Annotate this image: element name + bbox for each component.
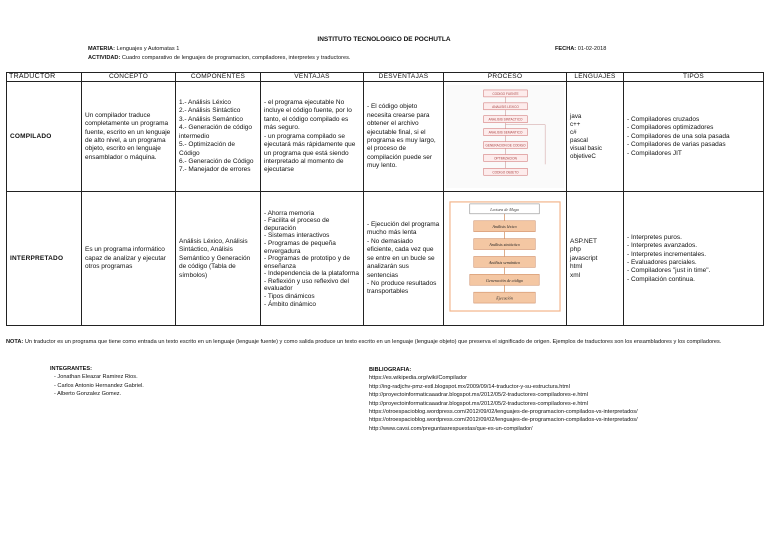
- step-analisis-sintactico: [484, 116, 528, 123]
- fecha-line: [555, 46, 606, 52]
- step-sintactico: [474, 239, 535, 250]
- desventaja-item: - No demasiado eficiente, cada vez que se entre en un bucle se analizarán sus sentencias: [367, 237, 435, 279]
- lenguaje-item: php: [570, 246, 581, 254]
- tipo-item: - Compiladores de varias pasadas: [627, 141, 726, 149]
- step-semantico: [474, 257, 535, 268]
- ventaja-item: - Facilita el proceso de depuración: [264, 217, 330, 232]
- ventaja-item: - Tipos dinámicos: [264, 293, 315, 301]
- componentes-compilado: [176, 82, 261, 192]
- col-traductor: TRADUCTOR: [7, 73, 82, 82]
- tipo-item: - Compiladores de una sola pasada: [627, 132, 730, 140]
- desventajas-interpretado: [364, 192, 444, 326]
- step-analisis-semantico: [484, 129, 528, 136]
- integrante-name: - Jonathan Eleazar Ramirez Rios.: [54, 374, 138, 381]
- tipo-item: - Compilación continua.: [627, 275, 695, 283]
- step-codigo-objeto: [484, 169, 528, 176]
- table-row-interpretado: [7, 192, 764, 326]
- col-tipos: TIPOS: [624, 73, 764, 82]
- ventaja-item: - Programas de prototipo y de enseñanza: [264, 255, 350, 270]
- componentes-interpretado: [176, 192, 261, 326]
- col-concepto: CONCEPTO: [82, 73, 176, 82]
- col-ventajas: VENTAJAS: [261, 73, 364, 82]
- step-label: OPTIMIZACION: [494, 156, 517, 161]
- lenguaje-item: xml: [570, 271, 581, 279]
- componente-item: 4.- Generación de código intermedio: [179, 124, 252, 140]
- ventaja-item: - Reflexión y uso reflexivo del evaluador: [264, 277, 349, 293]
- step-label: Análisis léxico: [492, 224, 517, 230]
- bibliografia-link[interactable]: http://proyectoinformaticaaadrar.blogspot.mx/2012/05/2-traductores-compiladores-e.html: [369, 400, 588, 407]
- fecha-value: 01-02-2018: [577, 46, 607, 52]
- materia-value: Lenguajes y Automatas 1: [116, 46, 180, 52]
- col-lenguajes: LENGUAJES: [567, 73, 624, 82]
- materia-label: MATERIA:: [88, 46, 115, 52]
- ventaja-item: - Sistemas interactivos: [264, 232, 330, 240]
- step-label: Lectura de Mega: [490, 207, 519, 213]
- tipo-item: - Interpretes incrementales.: [627, 250, 707, 258]
- step-ejecucion: [474, 293, 535, 304]
- step-label: ANALISIS LEXICO: [492, 105, 519, 110]
- desventajas-compilado: [364, 82, 444, 192]
- tipo-item: - Compiladores optimizadores: [627, 124, 714, 132]
- step-label: GENERACION DE CODIGO: [485, 143, 526, 148]
- proceso-compilado: [444, 82, 567, 192]
- bibliografia-link[interactable]: http://www.cavsi.com/preguntasrespuestas/que-es-un-compilador/: [369, 425, 533, 432]
- table-row-compilado: [7, 82, 764, 192]
- lenguaje-item: visual basic: [570, 144, 602, 152]
- componente-item: 3.- Análisis Semántico: [179, 115, 243, 123]
- lenguaje-item: c++: [570, 120, 581, 128]
- lenguaje-item: objetiveC: [570, 152, 596, 160]
- bibliografia-link[interactable]: https://otroespacioblog.wordpress.com/2012/09/02/lenguajes-de-programacion-compilados-vs-interpretados/: [369, 417, 638, 424]
- nota-label: NOTA:: [6, 339, 24, 345]
- step-label: ANALISIS SINTACTICO: [488, 118, 523, 123]
- lenguaje-item: java: [570, 112, 582, 120]
- integrante-name: - Alberto Gonzalez Gomez.: [54, 391, 122, 398]
- col-componentes: COMPONENTES: [176, 73, 261, 82]
- componente-item: 2.- Análisis Sintáctico: [179, 107, 241, 115]
- concepto-interpretado: Es un programa informático capaz de analizar y ejecutar otros programas: [82, 192, 176, 326]
- tipo-item: - Compiladores JIT: [627, 149, 682, 157]
- bibliografia-block: [369, 366, 638, 433]
- actividad-value: Cuadro comparativo de lenguajes de programacion, compiladores, interpretes y traductores.: [121, 55, 351, 61]
- proceso-interpretado: [444, 192, 567, 326]
- tipos-interpretado: [624, 192, 764, 326]
- ventaja-item: - un programa compilado se ejecutará más rápidamente que un programa que está siendo interpretado al momento de ejecutarse: [264, 132, 356, 174]
- step-label: Generación de código: [486, 278, 523, 284]
- lenguaje-item: html: [570, 263, 583, 271]
- componente-item: Análisis Léxico, Análisis Sintáctico, Análisis Semántico y Generación de código (Tabla de símbolos): [179, 237, 251, 279]
- ventaja-item: - Ahorra memoria: [264, 209, 315, 217]
- ventaja-item: - Independencia de la plataforma: [264, 270, 360, 278]
- col-proceso: PROCESO: [444, 73, 567, 82]
- componente-item: 5.- Optimización de Código: [179, 141, 235, 157]
- interpreter-process-diagram: [446, 194, 564, 323]
- actividad-line: [88, 55, 350, 61]
- tipos-compilado: [624, 82, 764, 192]
- step-codigo-fuente: [484, 90, 528, 97]
- componente-item: 7.- Manejador de errores: [179, 166, 251, 174]
- step-analisis-lexico: [484, 103, 528, 110]
- componente-item: 6.- Generación de Código: [179, 157, 254, 165]
- tipo-item: - Compiladores "just in time".: [627, 267, 711, 275]
- comparison-table: [6, 72, 764, 326]
- lenguajes-interpretado: [567, 192, 624, 326]
- nota-paragraph: [6, 338, 756, 347]
- step-lectura: [470, 204, 539, 214]
- bibliografia-link[interactable]: https://otroespacioblog.wordpress.com/2012/09/02/lenguajes-de-programacion-compilados-vs-interpretados/: [369, 409, 638, 416]
- tipo-item: - Compiladores cruzados: [627, 115, 700, 123]
- componente-item: 1.- Análisis Léxico: [179, 99, 232, 107]
- step-label: CODIGO OBJETO: [492, 170, 519, 175]
- actividad-label: ACTIVIDAD:: [88, 55, 121, 61]
- tipo-item: - Evaluadores parciales.: [627, 258, 697, 266]
- nota-text: Un traductor es un programa que tiene como entrada un texto escrito en un lenguaje (lenguaje fuente) y como salida produce un texto escrito en un lenguaje (lenguaje objeto) que preserva el significado de origen. Ejemplos de traductores son los ensambladores y los compiladores.: [24, 339, 722, 345]
- fecha-label: FECHA:: [555, 46, 577, 52]
- desventaja-item: - No produce resultados transportables: [367, 279, 437, 296]
- step-label: Ejecución: [496, 296, 513, 302]
- tipo-item: - Interpretes avanzados.: [627, 242, 698, 250]
- lenguaje-item: pascal: [570, 136, 588, 144]
- desventaja-item: - El código objeto necesita crearse para obtener el archivo ejecutable final, si el programa es muy largo, el proceso de compilación puede ser muy lento.: [367, 103, 436, 170]
- header-row: [7, 73, 764, 82]
- col-desventajas: DESVENTAJAS: [364, 73, 444, 82]
- tipo-item: - Interpretes puros.: [627, 233, 682, 241]
- step-label: ANALISIS SEMANTICO: [488, 130, 523, 135]
- row-label-interpretado: INTERPRETADO: [7, 192, 82, 326]
- integrante-name: - Carlos Antonio Hernandez Gabriel.: [54, 382, 144, 389]
- document-title: INSTITUTO TECNOLOGICO DE POCHUTLA: [317, 36, 451, 43]
- step-generacion-codigo: [484, 142, 528, 149]
- compiler-process-diagram: [446, 85, 564, 188]
- bibliografia-title: BIBLIOGRAFIA:: [369, 367, 412, 373]
- lenguaje-item: ASP.NET: [570, 237, 597, 245]
- ventaja-item: - el programa ejecutable No incluye el código fuente, por lo tanto, el código compilado es más seguro.: [264, 99, 352, 132]
- lenguajes-compilado: [567, 82, 624, 192]
- ventajas-interpretado: [261, 192, 364, 326]
- integrantes-block: [50, 365, 144, 399]
- ventaja-item: - Programas de pequeña envergadura: [264, 239, 336, 255]
- integrantes-title: INTEGRANTES:: [50, 366, 92, 372]
- step-optimizacion: [484, 155, 528, 162]
- bibliografia-link[interactable]: http://proyectoinformaticaaadrar.blogspot.mx/2012/05/2-traductores-compiladores-e.html: [369, 392, 588, 399]
- lenguaje-item: javascript: [570, 254, 598, 262]
- bibliografia-link[interactable]: http://ing-radjchv-pmz-estl.blogspot.mx/2009/09/14-traductor-y-su-estructura.html: [369, 383, 570, 390]
- ventajas-compilado: [261, 82, 364, 192]
- step-generacion: [470, 275, 539, 286]
- step-label: Análisis sintáctico: [489, 242, 520, 248]
- step-lexico: [474, 221, 535, 232]
- step-label: Análisis semántico: [488, 260, 521, 266]
- row-label-compilado: COMPILADO: [7, 82, 82, 192]
- bibliografia-link[interactable]: https://es.wikipedia.org/wiki/Compilador: [369, 375, 467, 382]
- step-label: CODIGO FUENTE: [492, 92, 519, 97]
- concepto-compilado: Un compilador traduce completamente un programa fuente, escrito en un lenguaje de alto nivel, a un programa objeto, escrito en lenguaje ensamblador o máquina.: [82, 82, 176, 192]
- desventaja-item: - Ejecución del programa mucho más lenta: [367, 221, 440, 237]
- lenguaje-item: c#: [570, 128, 577, 136]
- materia-line: [88, 46, 179, 52]
- ventaja-item: - Ámbito dinámico: [264, 300, 317, 308]
